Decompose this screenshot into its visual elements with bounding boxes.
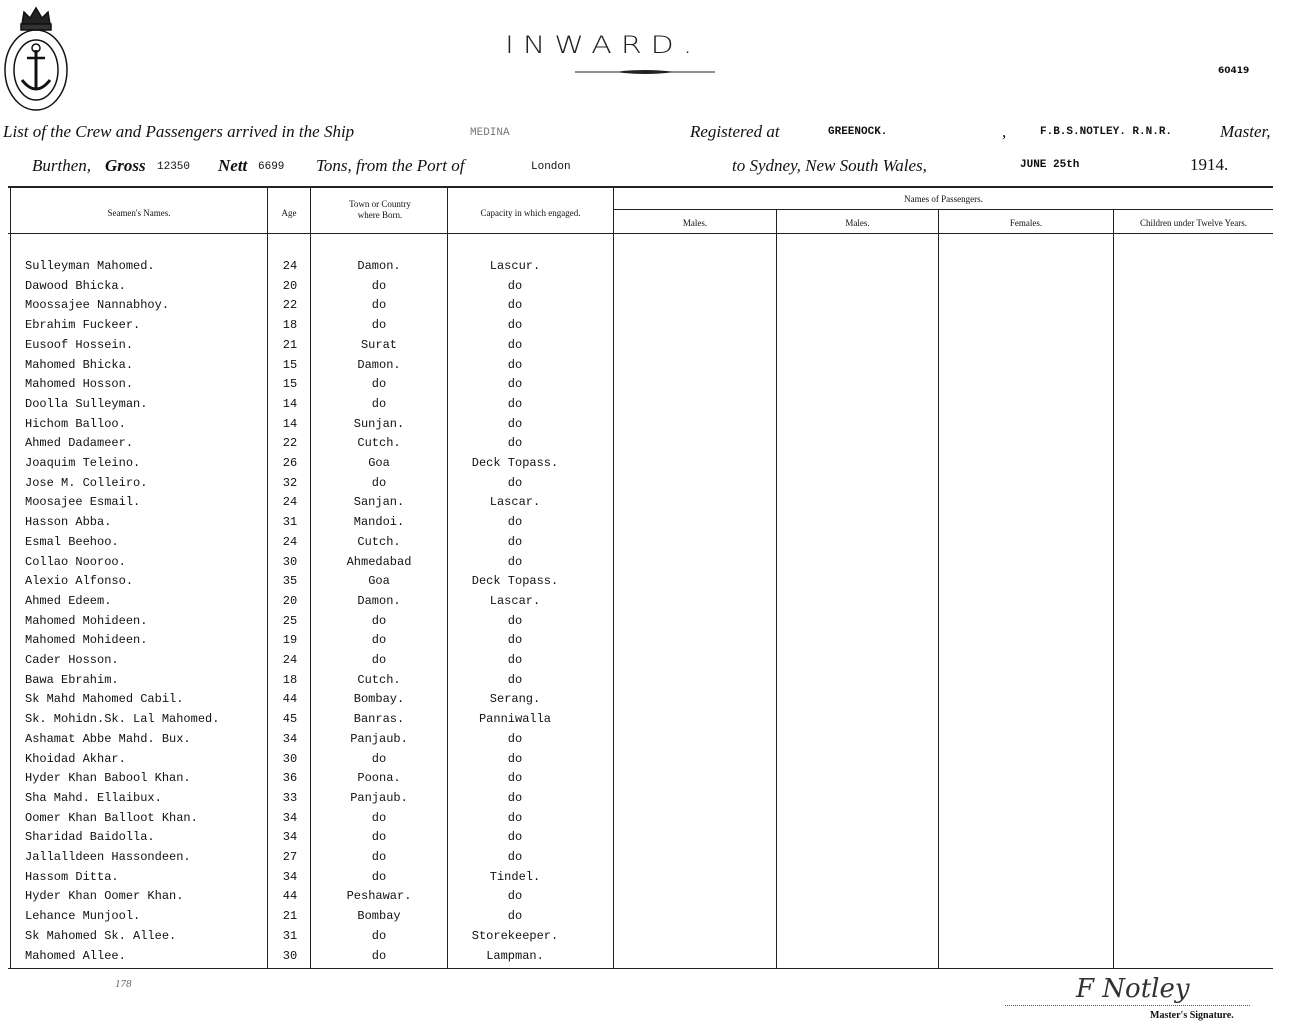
crew-name: Mahomed Mohideen.: [25, 633, 148, 647]
crew-age: 34: [282, 870, 298, 884]
crew-capacity: Lascar.: [489, 594, 541, 608]
registered-port: GREENOCK.: [828, 126, 888, 138]
crew-capacity: do: [507, 811, 523, 825]
crew-name: Moosajee Esmail.: [25, 495, 141, 509]
crew-name: Hyder Khan Babool Khan.: [25, 771, 191, 785]
crew-name: Esmal Beehoo.: [25, 535, 119, 549]
crew-capacity: do: [507, 515, 523, 529]
header-line1-prefix: List of the Crew and Passengers arrived in the Ship: [3, 122, 355, 141]
crew-name: Mahomed Hosson.: [25, 377, 134, 391]
crew-age: 22: [282, 298, 298, 312]
col-header-age: Age: [281, 208, 297, 218]
table-row: [0, 417, 1289, 435]
crew-name: Sulleyman Mahomed.: [25, 259, 155, 273]
crew-name: Mahomed Allee.: [25, 949, 126, 963]
table-row: [0, 712, 1289, 730]
table-row: [0, 594, 1289, 612]
master-label: Master,: [1220, 122, 1271, 141]
crew-capacity: do: [507, 377, 523, 391]
crew-name: Ahmed Edeem.: [25, 594, 112, 608]
table-row: [0, 949, 1289, 967]
table-bottom-rule: [8, 968, 1273, 969]
crew-name: Doolla Sulleyman.: [25, 397, 148, 411]
crew-age: 14: [282, 397, 298, 411]
crew-capacity: do: [507, 614, 523, 628]
crew-capacity: do: [507, 279, 523, 293]
crew-capacity: do: [507, 476, 523, 490]
table-row: [0, 338, 1289, 356]
crew-capacity: Deck Topass.: [471, 574, 559, 588]
from-port: London: [531, 161, 571, 173]
crew-age: 30: [282, 555, 298, 569]
table-row: [0, 889, 1289, 907]
crew-birthplace: Ahmedabad: [346, 555, 412, 569]
crew-birthplace: Poona.: [357, 771, 401, 785]
crew-birthplace: do: [371, 811, 387, 825]
arrival-date: JUNE 25th: [1020, 159, 1080, 171]
crew-capacity: do: [507, 298, 523, 312]
crew-age: 26: [282, 456, 298, 470]
crew-birthplace: Bombay.: [353, 692, 405, 706]
crew-birthplace: do: [371, 929, 387, 943]
crew-birthplace: do: [371, 377, 387, 391]
crew-capacity: Deck Topass.: [471, 456, 559, 470]
table-row: [0, 279, 1289, 297]
crew-name: Hyder Khan Oomer Khan.: [25, 889, 184, 903]
page-title: INWARD.: [505, 31, 702, 60]
crew-capacity: Panniwalla: [478, 712, 551, 726]
crew-age: 34: [282, 830, 298, 844]
table-row: [0, 929, 1289, 947]
col-header-children: Children under Twelve Years.: [1140, 218, 1247, 228]
crew-capacity: do: [507, 318, 523, 332]
master-name: F.B.S.NOTLEY. R.N.R.: [1040, 126, 1173, 138]
crew-name: Dawood Bhicka.: [25, 279, 126, 293]
table-row: [0, 436, 1289, 454]
crew-birthplace: Bombay: [357, 909, 401, 923]
table-row: [0, 653, 1289, 671]
crew-name: Hassom Ditta.: [25, 870, 119, 884]
passenger-subhead-rule: [614, 209, 1273, 210]
crew-age: 15: [282, 358, 298, 372]
table-row: [0, 673, 1289, 691]
burthen-label: Burthen,: [32, 156, 92, 175]
crew-age: 27: [282, 850, 298, 864]
crew-age: 14: [282, 417, 298, 431]
crew-age: 15: [282, 377, 298, 391]
crew-age: 31: [282, 929, 298, 943]
table-row: [0, 692, 1289, 710]
crew-name: Sk. Mohidn.Sk. Lal Mahomed.: [25, 712, 220, 726]
crew-birthplace: Sanjan.: [353, 495, 405, 509]
crew-age: 21: [282, 338, 298, 352]
table-row: [0, 850, 1289, 868]
crew-age: 30: [282, 949, 298, 963]
table-row: [0, 318, 1289, 336]
table-row: [0, 574, 1289, 592]
crew-birthplace: do: [371, 298, 387, 312]
signature-label: Master's Signature.: [1150, 1010, 1234, 1021]
title-flourish: [575, 68, 715, 76]
crew-age: 34: [282, 732, 298, 746]
crew-birthplace: Panjaub.: [350, 791, 408, 805]
crew-name: Alexio Alfonso.: [25, 574, 134, 588]
registered-label: Registered at: [690, 122, 780, 141]
crew-birthplace: do: [371, 870, 387, 884]
crew-name: Eusoof Hossein.: [25, 338, 134, 352]
crew-birthplace: Sunjan.: [353, 417, 405, 431]
crew-birthplace: Mandoi.: [353, 515, 405, 529]
table-top-rule: [8, 186, 1273, 188]
table-row: [0, 633, 1289, 651]
tons-label: Tons, from the Port of: [316, 156, 465, 175]
table-row: [0, 830, 1289, 848]
crew-name: Ashamat Abbe Mahd. Bux.: [25, 732, 191, 746]
crew-capacity: Lascur.: [489, 259, 541, 273]
crew-birthplace: Damon.: [357, 358, 401, 372]
crew-name: Oomer Khan Balloot Khan.: [25, 811, 198, 825]
crew-birthplace: Peshawar.: [346, 889, 412, 903]
crew-age: 18: [282, 673, 298, 687]
crew-birthplace: do: [371, 949, 387, 963]
crew-age: 34: [282, 811, 298, 825]
col-header-capacity: Capacity in which engaged.: [480, 208, 581, 218]
table-row: [0, 732, 1289, 750]
crew-birthplace: do: [371, 397, 387, 411]
table-row: [0, 397, 1289, 415]
crew-capacity: do: [507, 535, 523, 549]
crew-birthplace: Banras.: [353, 712, 405, 726]
col-header-females: Females.: [1009, 218, 1043, 228]
crew-capacity: Storekeeper.: [471, 929, 559, 943]
crew-age: 22: [282, 436, 298, 450]
crew-capacity: Lascar.: [489, 495, 541, 509]
table-row: [0, 791, 1289, 809]
crew-age: 35: [282, 574, 298, 588]
crew-age: 31: [282, 515, 298, 529]
crew-capacity: do: [507, 850, 523, 864]
to-label: to Sydney, New South Wales,: [732, 156, 927, 175]
crew-capacity: do: [507, 633, 523, 647]
table-row: [0, 358, 1289, 376]
table-row: [0, 298, 1289, 316]
table-row: [0, 870, 1289, 888]
table-header-bottom-rule: [8, 233, 1273, 234]
col-header-males-1: Males.: [682, 218, 708, 228]
crew-capacity: do: [507, 417, 523, 431]
col-header-males-2: Males.: [845, 218, 870, 228]
table-row: [0, 495, 1289, 513]
crew-age: 20: [282, 594, 298, 608]
crew-name: Jose M. Colleiro.: [25, 476, 148, 490]
crew-name: Lehance Munjool.: [25, 909, 141, 923]
crew-name: Hasson Abba.: [25, 515, 112, 529]
crew-birthplace: Cutch.: [357, 436, 401, 450]
nett-value: 6699: [258, 161, 285, 173]
crew-birthplace: Cutch.: [357, 673, 401, 687]
margin-note: 178: [115, 978, 132, 990]
master-signature: F Notley: [1076, 974, 1190, 1004]
crew-birthplace: do: [371, 633, 387, 647]
crew-age: 33: [282, 791, 298, 805]
crew-capacity: do: [507, 555, 523, 569]
gross-value: 12350: [157, 161, 191, 173]
col-header-passengers: Names of Passengers.: [904, 194, 983, 204]
table-row: [0, 476, 1289, 494]
table-row: [0, 811, 1289, 829]
crew-capacity: do: [507, 397, 523, 411]
crew-birthplace: Panjaub.: [350, 732, 408, 746]
comma-separator: ,: [1002, 122, 1007, 141]
table-row: [0, 535, 1289, 553]
shipping-masters-seal: [2, 2, 70, 114]
crew-name: Jallalldeen Hassondeen.: [25, 850, 191, 864]
crew-name: Khoidad Akhar.: [25, 752, 126, 766]
crew-birthplace: do: [371, 614, 387, 628]
crew-age: 25: [282, 614, 298, 628]
document-number: 60419: [1218, 66, 1250, 76]
table-row: [0, 614, 1289, 632]
crew-birthplace: Goa: [368, 574, 390, 588]
crew-capacity: do: [507, 771, 523, 785]
crew-name: Mahomed Bhicka.: [25, 358, 134, 372]
crew-age: 24: [282, 653, 298, 667]
crew-age: 19: [282, 633, 298, 647]
crew-birthplace: do: [371, 850, 387, 864]
crew-birthplace: do: [371, 653, 387, 667]
crew-name: Ahmed Dadameer.: [25, 436, 134, 450]
crew-capacity: Serang.: [489, 692, 541, 706]
crew-age: 36: [282, 771, 298, 785]
crew-age: 24: [282, 259, 298, 273]
crew-name: Joaquim Teleino.: [25, 456, 141, 470]
table-row: [0, 259, 1289, 277]
crew-name: Collao Nooroo.: [25, 555, 126, 569]
arrival-year-period: .: [1224, 155, 1229, 174]
ship-name: MEDINA: [470, 127, 510, 139]
crew-age: 45: [282, 712, 298, 726]
crew-capacity: do: [507, 909, 523, 923]
crew-capacity: do: [507, 653, 523, 667]
crew-name: Cader Hosson.: [25, 653, 119, 667]
crew-birthplace: do: [371, 318, 387, 332]
crew-age: 32: [282, 476, 298, 490]
table-row: [0, 456, 1289, 474]
crew-birthplace: Damon.: [357, 594, 401, 608]
crew-name: Hichom Balloo.: [25, 417, 126, 431]
table-row: [0, 909, 1289, 927]
table-row: [0, 771, 1289, 789]
crew-birthplace: do: [371, 752, 387, 766]
crew-age: 18: [282, 318, 298, 332]
col-header-name: Seamen's Names.: [107, 208, 171, 218]
crew-capacity: do: [507, 732, 523, 746]
crew-birthplace: do: [371, 279, 387, 293]
gross-label: Gross: [105, 156, 146, 175]
crew-age: 20: [282, 279, 298, 293]
crew-age: 24: [282, 535, 298, 549]
table-row: [0, 752, 1289, 770]
crew-name: Ebrahim Fuckeer.: [25, 318, 141, 332]
crew-age: 44: [282, 889, 298, 903]
crew-name: Moossajee Nannabhoy.: [25, 298, 170, 312]
crew-capacity: Tindel.: [489, 870, 541, 884]
arrival-year-wrap: [1190, 155, 1228, 175]
crew-name: Bawa Ebrahim.: [25, 673, 119, 687]
crew-capacity: do: [507, 830, 523, 844]
signature-line: [1005, 1005, 1250, 1006]
crew-age: 30: [282, 752, 298, 766]
crew-birthplace: do: [371, 476, 387, 490]
crew-capacity: do: [507, 436, 523, 450]
crew-capacity: do: [507, 889, 523, 903]
crew-capacity: do: [507, 338, 523, 352]
crew-birthplace: Goa: [368, 456, 390, 470]
table-row: [0, 555, 1289, 573]
crew-birthplace: Surat: [360, 338, 397, 352]
crew-birthplace: Damon.: [357, 259, 401, 273]
crew-name: Sharidad Baidolla.: [25, 830, 155, 844]
crew-birthplace: do: [371, 830, 387, 844]
crew-capacity: do: [507, 752, 523, 766]
crew-capacity: Lampman.: [486, 949, 544, 963]
crew-name: Sha Mahd. Ellaibux.: [25, 791, 162, 805]
crew-birthplace: Cutch.: [357, 535, 401, 549]
col-header-town: Town or Country where Born.: [349, 199, 411, 220]
crew-age: 44: [282, 692, 298, 706]
crew-age: 24: [282, 495, 298, 509]
table-row: [0, 515, 1289, 533]
arrival-year: 1914: [1190, 155, 1224, 174]
crew-name: Mahomed Mohideen.: [25, 614, 148, 628]
crew-name: Sk Mahomed Sk. Allee.: [25, 929, 177, 943]
crew-capacity: do: [507, 358, 523, 372]
crew-capacity: do: [507, 791, 523, 805]
crew-name: Sk Mahd Mahomed Cabil.: [25, 692, 184, 706]
nett-label: Nett: [218, 156, 248, 175]
crew-capacity: do: [507, 673, 523, 687]
table-row: [0, 377, 1289, 395]
crew-age: 21: [282, 909, 298, 923]
